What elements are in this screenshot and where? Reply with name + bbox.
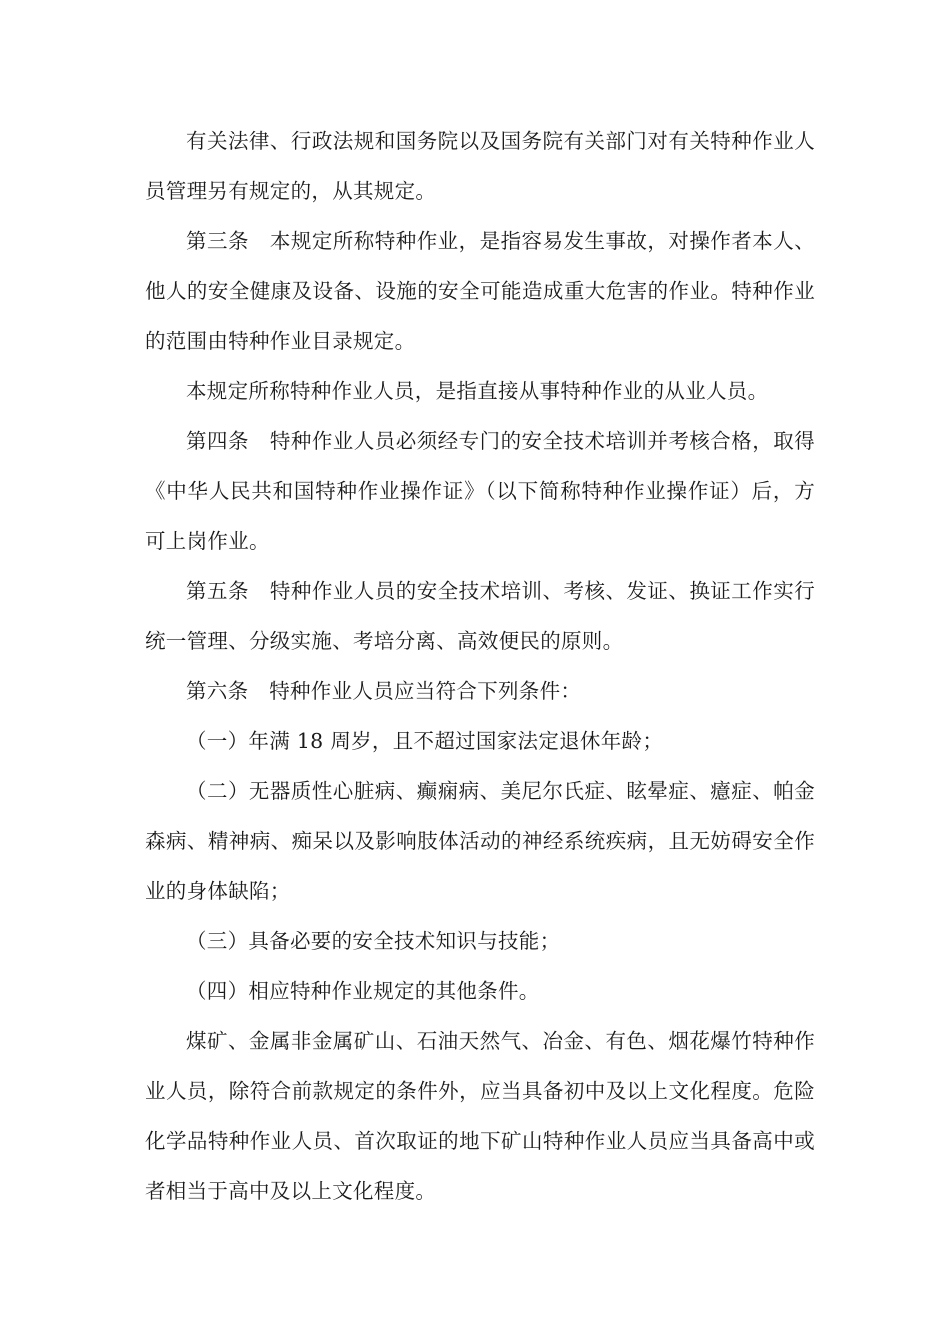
paragraph-article-6: 第六条 特种作业人员应当符合下列条件： [186, 679, 582, 703]
paragraph-education-requirement: 煤矿、金属非金属矿山、石油天然气、冶金、有色、烟花爆竹特种作业人员，除符合前款规定的条件外，应当具备初中及以上文化程度。危险化学品特种作业人员、首次取证的地下矿山特种作业人员应当具备高中或者相当于高中及以上文化程度。 [145, 1029, 815, 1203]
paragraph-article-4: 第四条 特种作业人员必须经专门的安全技术培训并考核合格，取得《中华人民共和国特种作业操作证》（以下简称特种作业操作证）后，方可上岗作业。 [145, 429, 815, 553]
document-body [145, 116, 815, 1216]
list-item-condition-1: （一）年满 18 周岁，且不超过国家法定退休年龄； [186, 729, 664, 753]
paragraph-article-5: 第五条 特种作业人员的安全技术培训、考核、发证、换证工作实行统一管理、分级实施、考培分离、高效便民的原则。 [145, 579, 815, 653]
list-item-condition-3: （三）具备必要的安全技术知识与技能； [186, 929, 561, 953]
list-item-condition-2: （二）无器质性心脏病、癫痫病、美尼尔氏症、眩晕症、癔症、帕金森病、精神病、痴呆以及影响肢体活动的神经系统疾病，且无妨碍安全作业的身体缺陷； [145, 779, 815, 903]
paragraph-article-3: 第三条 本规定所称特种作业，是指容易发生事故，对操作者本人、他人的安全健康及设备、设施的安全可能造成重大危害的作业。特种作业的范围由特种作业目录规定。 [145, 229, 815, 353]
paragraph-preamble-note: 有关法律、行政法规和国务院以及国务院有关部门对有关特种作业人员管理另有规定的，从其规定。 [145, 129, 815, 203]
list-item-condition-4: （四）相应特种作业规定的其他条件。 [186, 979, 540, 1003]
paragraph-article-3-definition: 本规定所称特种作业人员，是指直接从事特种作业的从业人员。 [186, 379, 769, 403]
